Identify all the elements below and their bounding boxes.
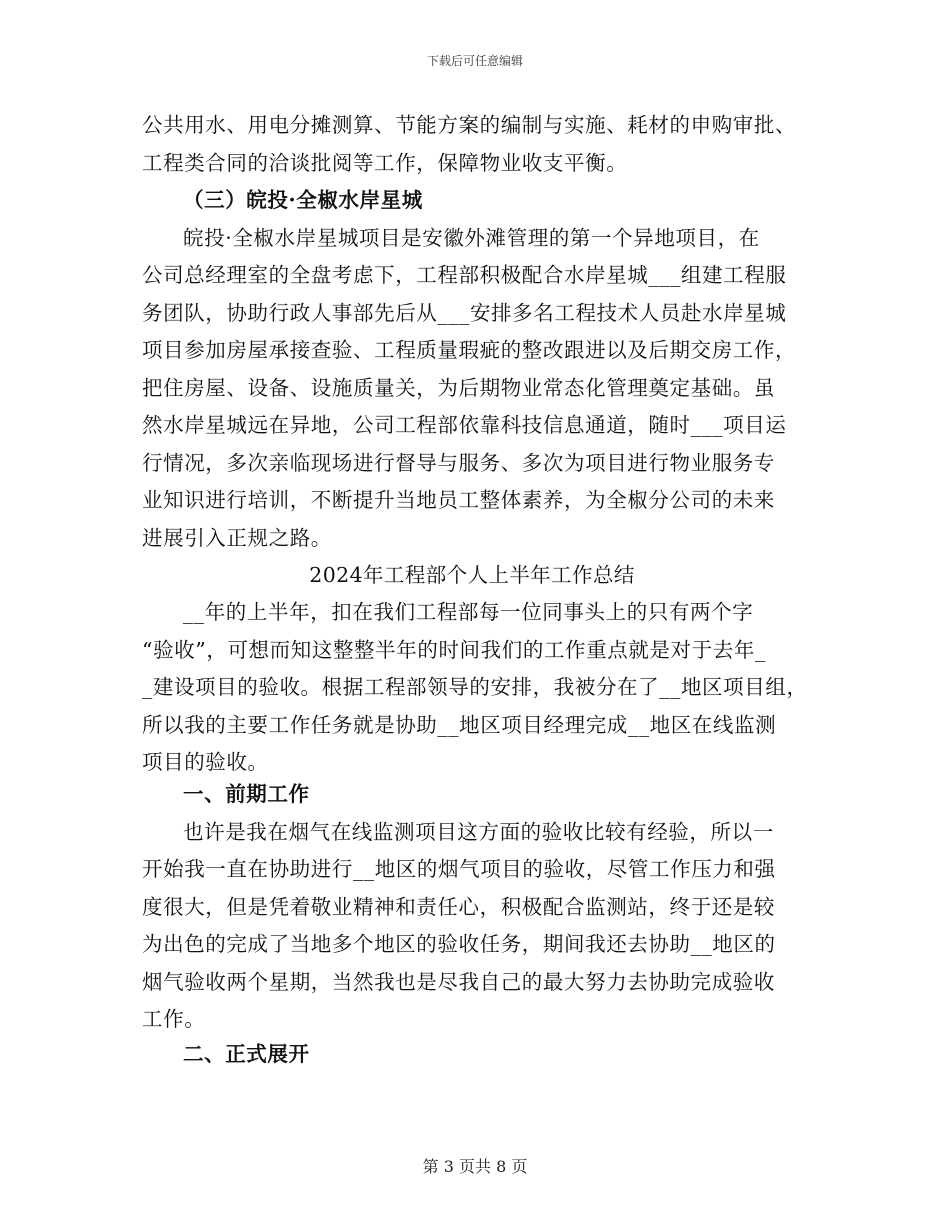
text-line: 公司总经理室的全盘考虑下，工程部积极配合水岸星城___组建工程服 (142, 263, 787, 287)
text-line: 度很大，但是凭着敬业精神和责任心，积极配合监测站，终于还是较 (142, 894, 775, 919)
text-line: 烟气验收两个星期，当然我也是尽我自己的最大努力去协助完成验收 (142, 969, 775, 994)
text-line: 行情况，多次亲临现场进行督导与服务、多次为项目进行物业服务专 (142, 450, 775, 475)
section-3 (142, 182, 802, 557)
text-line: 项目的验收。 (142, 750, 269, 774)
text-line: 项目参加房屋承接查验、工程质量瑕疵的整改跟进以及后期交房工作， (142, 338, 797, 362)
intro-paragraph (142, 594, 808, 782)
text-line: 开始我一直在协助进行__地区的烟气项目的验收，尽管工作压力和强 (142, 857, 776, 881)
text-line: 为出色的完成了当地多个地区的验收任务，期间我还去协助__地区的 (142, 932, 776, 956)
section-3-heading: （三）皖投·全椒水岸星城 (183, 188, 423, 212)
text-line: 业知识进行培训，不断提升当地员工整体素养，为全椒分公司的未来 (142, 488, 775, 512)
text-line: 所以我的主要工作任务就是协助__地区项目经理完成__地区在线监测 (142, 712, 777, 737)
text-line: 工程类合同的洽谈批阅等工作，保障物业收支平衡。 (142, 150, 628, 175)
page-header: 下载后可任意编辑 (426, 54, 523, 68)
part-1-heading: 一、前期工作 (183, 782, 310, 806)
text-line: 公共用水、用电分摊测算、节能方案的编制与实施、耗材的申购审批、 (142, 113, 797, 137)
text-line: __年的上半年，扣在我们工程部每一位同事头上的只有两个字 (183, 600, 754, 624)
text-line: 然水岸星城远在异地，公司工程部依靠科技信息通道，随时___项目运 (142, 413, 787, 437)
text-line: 也许是我在烟气在线监测项目这方面的验收比较有经验，所以一 (183, 819, 774, 844)
text-line: _建设项目的验收。根据工程部领导的安排，我被分在了__地区项目组， (142, 675, 808, 699)
text-line: 务团队，协助行政人事部先后从___安排多名工程技术人员赴水岸星城 (142, 300, 787, 325)
part-2-heading: 二、正式展开 (183, 1042, 310, 1066)
part-1 (142, 776, 802, 1039)
page-footer: 第 3 页共 8 页 (422, 1157, 528, 1176)
text-line: “验收”，可想而知这整整半年的时间我们的工作重点就是对于去年_ (142, 637, 766, 662)
text-line: 进展引入正规之路。 (142, 525, 332, 550)
section-prev-text (142, 107, 802, 182)
article-title: 2024年工程部个人上半年工作总结 (309, 563, 635, 587)
text-line: 把住房屋、设备、设施质量关，为后期物业常态化管理奠定基础。虽 (142, 375, 775, 400)
part-2 (142, 1036, 802, 1074)
text-line: 工作。 (142, 1007, 206, 1031)
text-line: 皖投·全椒水岸星城项目是安徽外滩管理的第一个异地项目，在 (183, 225, 760, 250)
